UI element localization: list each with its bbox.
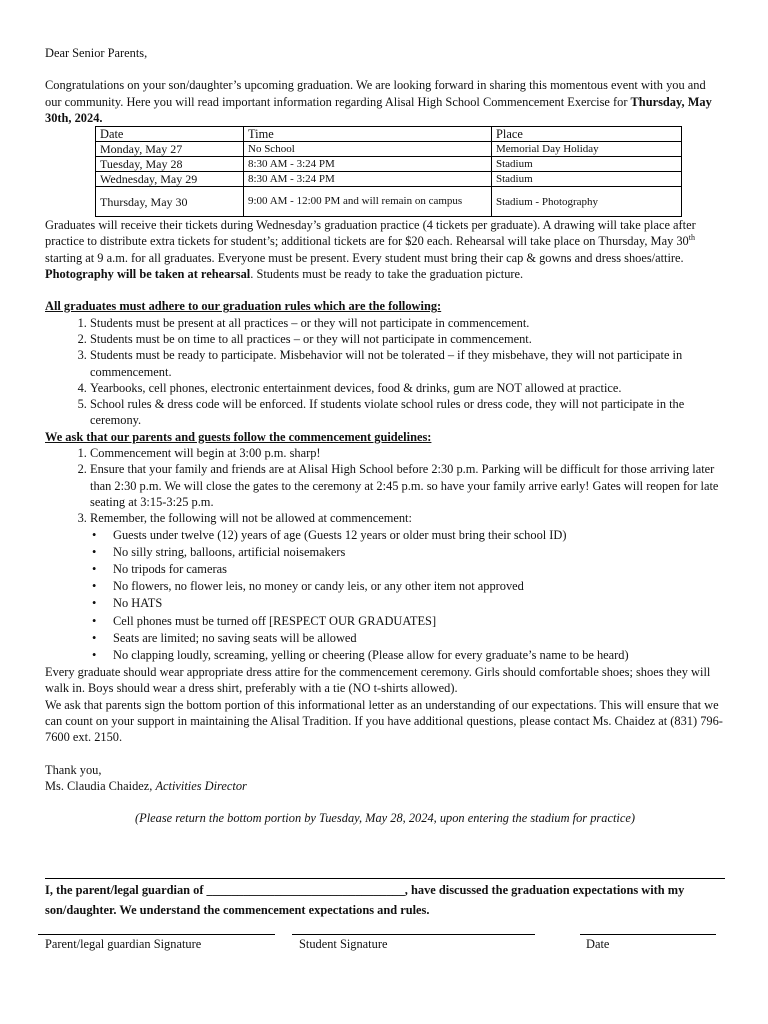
list-item: 3. Students must be ready to participate. Misbehavior will not be tolerated – if they misbehave, they will not participate in commencement.	[90, 347, 725, 380]
thanks: Thank you,	[45, 762, 102, 777]
list-item: 5. School rules & dress code will be enforced. If students violate school rules or dress code, they will not participate in the ceremony.	[90, 396, 725, 429]
list-item: 1. Commencement will begin at 3:00 p.m. sharp!	[90, 445, 725, 461]
tickets-text-2: starting at 9 a.m. for all graduates. Everyone must be present. Every student must bring their cap & gowns and dress shoes/attire.	[45, 250, 684, 265]
list-item: • No silly string, balloons, artificial noisemakers	[113, 544, 725, 561]
row-time: 8:30 AM - 3:24 PM	[244, 157, 492, 172]
guidelines-list	[45, 445, 725, 526]
row-place: Stadium - Photography	[492, 187, 682, 217]
tickets-text-3: . Students must be ready to take the graduation picture.	[250, 267, 524, 282]
guidelines-heading: We ask that our parents and guests follow the commencement guidelines:	[45, 429, 432, 444]
table-row	[96, 142, 682, 157]
row-place: Memorial Day Holiday	[492, 142, 682, 157]
list-item: • No flowers, no flower leis, no money or candy leis, or any other item not approved	[113, 578, 725, 595]
not-allowed-list	[45, 527, 725, 665]
agreement-statement	[45, 880, 725, 920]
parent-signature-label: Parent/legal guardian Signature	[45, 937, 202, 951]
header-time: Time	[244, 127, 492, 142]
intro-date: Thursday, May 30th, 2024.	[45, 94, 712, 125]
row-date: Tuesday, May 28	[96, 157, 244, 172]
row-place: Stadium	[492, 157, 682, 172]
signature-line	[580, 934, 716, 935]
tickets-text-1: Graduates will receive their tickets during Wednesday’s graduation practice (4 tickets per graduate). A drawing will take place after practice to distribute extra tickets for student’s; additional tickets are for $20 each. Rehearsal will take place on Thursday, May 30	[45, 218, 696, 249]
signature-line	[292, 934, 535, 935]
signer	[45, 778, 725, 794]
list-item: 2. Students must be on time to all practices – or they will not participate in commencement.	[90, 331, 725, 347]
list-item: • Cell phones must be turned off [RESPECT OUR GRADUATES]	[113, 613, 725, 630]
signer-title: Activities Director	[155, 778, 247, 793]
list-item: • Seats are limited; no saving seats will be allowed	[113, 630, 725, 647]
tickets-bold: Photography will be taken at rehearsal	[45, 267, 251, 282]
intro-text: Congratulations on your son/daughter’s upcoming graduation. We are looking forward in sharing this momentous event with you and our community. Here you will read important information regarding Alisal High School Commencement Exercise for	[45, 78, 706, 109]
rules-list	[45, 315, 725, 429]
list-item: 2. Ensure that your family and friends are at Alisal High School before 2:30 p.m. Parking will be difficult for those arriving later than 2:30 p.m. We will close the gates to the ceremony at 2:45 p.m. so have your family arrive early! Gates will reopen for late seating at 3:15-3:25 p.m.	[90, 461, 725, 510]
list-item: • Guests under twelve (12) years of age (Guests 12 years or older must bring their school ID)	[113, 527, 725, 544]
list-item	[90, 510, 725, 526]
rules-heading: All graduates must adhere to our graduation rules which are the following:	[45, 299, 442, 314]
table-row	[96, 187, 682, 217]
return-note: (Please return the bottom portion by Tuesday, May 28, 2024, upon entering the stadium for practice)	[135, 811, 635, 826]
student-signature-label: Student Signature	[299, 937, 388, 951]
schedule-table	[95, 126, 682, 217]
header-date: Date	[96, 127, 244, 142]
row-place: Stadium	[492, 172, 682, 187]
signoff-paragraph: We ask that parents sign the bottom portion of this informational letter as an understanding of our expectations. This will ensure that we can count on your support in maintaining the Alisal Tradition. If you have additional questions, please contact Ms. Chaidez at (831) 796-7600 ext. 2150.	[45, 697, 723, 745]
list-item: • No clapping loudly, screaming, yelling or cheering (Please allow for every graduate’s name to be heard)	[113, 647, 725, 664]
not-allowed-intro: Remember, the following will not be allowed at commencement:	[90, 511, 412, 526]
signature-line	[38, 934, 275, 935]
list-item: 1. Students must be present at all practices – or they will not participate in commencement.	[90, 315, 725, 331]
row-time: 9:00 AM - 12:00 PM and will remain on campus	[244, 187, 492, 217]
attire-paragraph: Every graduate should wear appropriate dress attire for the commencement ceremony. Girls should comfortable shoes; shoes they will walk in. Boys should wear a dress shirt, preferably with a tie (NO t-shirts allowed).	[45, 665, 711, 696]
list-item: • No tripods for cameras	[113, 561, 725, 578]
signer-name: Ms. Claudia Chaidez,	[45, 778, 156, 793]
header-place: Place	[492, 127, 682, 142]
table-row	[96, 157, 682, 172]
student-name-blank[interactable]: ________________________________	[206, 883, 405, 897]
intro-paragraph	[45, 77, 725, 126]
row-date: Wednesday, May 29	[96, 172, 244, 187]
agreement-text-1: I, the parent/legal guardian of	[45, 883, 207, 897]
list-item: 4. Yearbooks, cell phones, electronic entertainment devices, food & drinks, gum are NOT allowed at practice.	[90, 380, 725, 396]
table-header-row	[96, 127, 682, 142]
tear-line	[45, 878, 725, 879]
row-date: Thursday, May 30	[96, 187, 244, 217]
row-time: 8:30 AM - 3:24 PM	[244, 172, 492, 187]
tickets-sup: th	[688, 233, 695, 243]
table-row	[96, 172, 682, 187]
letter-body	[45, 45, 725, 827]
tickets-paragraph	[45, 217, 725, 282]
list-item: • No HATS	[113, 595, 725, 612]
agreement-text-2: , have discussed the graduation expectations with my son/daughter. We understand the commencement expectations and rules.	[45, 883, 685, 917]
date-label: Date	[586, 937, 610, 951]
greeting: Dear Senior Parents,	[45, 46, 148, 60]
row-date: Monday, May 27	[96, 142, 244, 157]
row-time: No School	[244, 142, 492, 157]
